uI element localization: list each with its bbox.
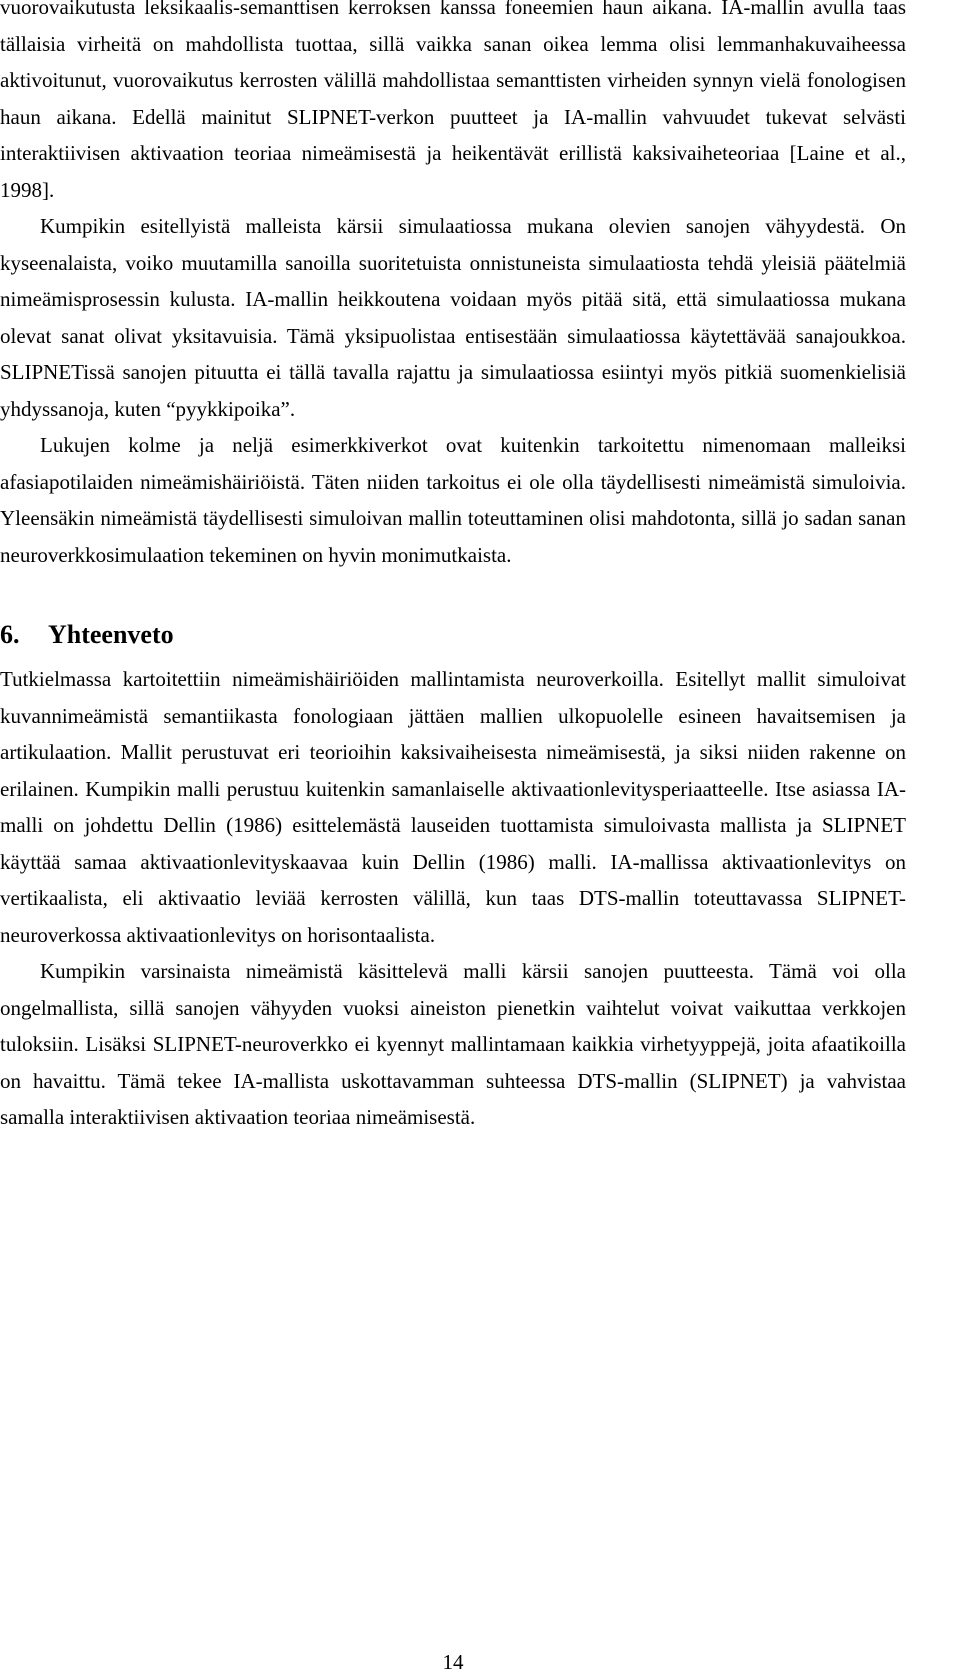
- section-heading: [0, 617, 906, 653]
- page-number: 14: [442, 1650, 464, 1674]
- section-number: 6.: [0, 620, 20, 649]
- body-paragraph: Tutkielmassa kartoitettiin nimeämishäiriöiden mallintamista neuroverkoilla. Esitellyt mallit simuloivat kuvannimeämistä semantiikasta fonologiaan jättäen mallien ulkopuolelle esineen havaitsemisen ja artikulaation. Mallit perustuvat eri teorioihin kaksivaiheisesta nimeämisestä, ja siksi niiden rakenne on erilainen. Kumpikin malli perustuu kuitenkin samanlaiselle aktivaationlevitysperiaatteelle. Itse asiassa IA-malli on johdettu Dellin (1986) esittelemästä lauseiden tuottamista simuloivasta mallista ja SLIPNET käyttää samaa aktivaationlevityskaavaa kuin Dellin (1986) malli. IA-mallissa aktivaationlevitys on vertikaalista, eli aktivaatio leviää kerrosten välillä, kun taas DTS-mallin toteuttavassa SLIPNET-neuroverkossa aktivaationlevitys on horisontaalista.: [0, 667, 906, 947]
- body-paragraph: vuorovaikutusta leksikaalis-semanttisen kerroksen kanssa foneemien haun aikana. IA-mallin avulla taas tällaisia virheitä on mahdollista tuottaa, sillä vaikka sanan oikea lemma olisi lemmanhakuvaiheessa aktivoitunut, vuorovaikutus kerrosten välillä mahdollistaa semanttisten virheiden synnyn vielä fonologisen haun aikana. Edellä mainitut SLIPNET-verkon puutteet ja IA-mallin vahvuudet tukevat selvästi interaktiivisen aktivaation teoriaa nimeämisestä ja heikentävät erillistä kaksivaiheteoriaa [Laine et al., 1998].: [0, 0, 906, 202]
- body-paragraph: Kumpikin varsinaista nimeämistä käsittelevä malli kärsii sanojen puutteesta. Tämä voi olla ongelmallista, sillä sanojen vähyyden vuoksi aineiston pienetkin vaihtelut voivat vaikuttaa verkkojen tuloksiin. Lisäksi SLIPNET-neuroverkko ei kyennyt mallintamaan kaikkia virhetyyppejä, joita afaatikoilla on havaittu. Tämä tekee IA-mallista uskottavamman suhteessa DTS-mallin (SLIPNET) ja vahvistaa samalla interaktiivisen aktivaation teoriaa nimeämisestä.: [0, 959, 906, 1129]
- body-paragraph: Lukujen kolme ja neljä esimerkkiverkot ovat kuitenkin tarkoitettu nimenomaan malleiksi afasiapotilaiden nimeämishäiriöistä. Täten niiden tarkoitus ei ole olla täydellisesti nimeämistä simuloivia. Yleensäkin nimeämistä täydellisesti simuloivan mallin toteuttaminen olisi mahdotonta, sillä jo sadan sanan neuroverkkosimulaation tekeminen on hyvin monimutkaista.: [0, 433, 906, 567]
- body-paragraph: Kumpikin esitellyistä malleista kärsii simulaatiossa mukana olevien sanojen vähyydestä. On kyseenalaista, voiko muutamilla sanoilla suoritetuista onnistuneista simulaatiosta tehdä yleisiä päätelmiä nimeämisprosessin kulusta. IA-mallin heikkoutena voidaan myös pitää sitä, että simulaatiossa mukana olevat sanat olivat yksitavuisia. Tämä yksipuolistaa entisestään simulaatiossa käytettävää sanajoukkoa. SLIPNETissä sanojen pituutta ei tällä tavalla rajattu ja simulaatiossa esiintyi myös pitkiä suomenkielisiä yhdyssanoja, kuten “pyykkipoika”.: [0, 214, 906, 421]
- section-title: Yhteenveto: [48, 620, 174, 649]
